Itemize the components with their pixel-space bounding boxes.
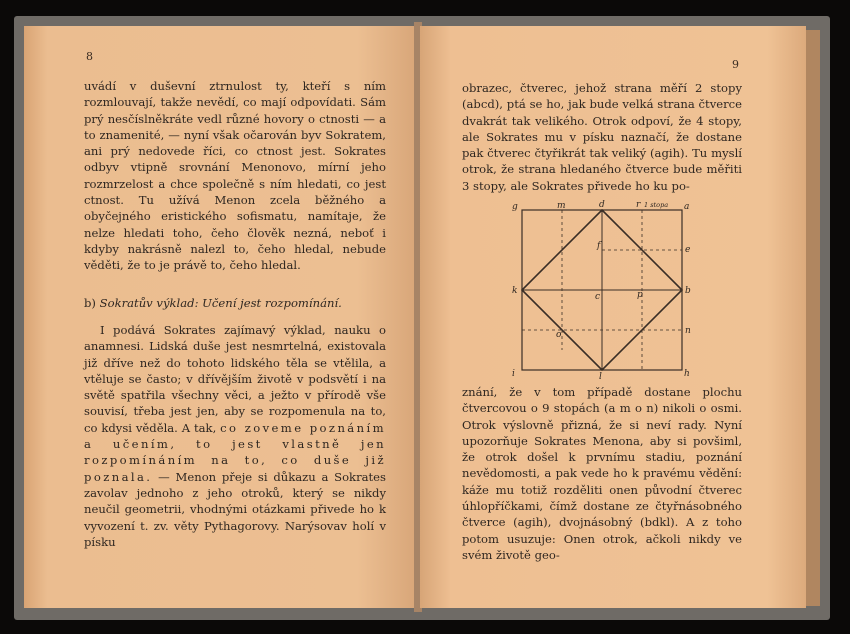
- label-d: d: [599, 200, 605, 210]
- label-p: p: [637, 290, 643, 300]
- label-m: m: [557, 201, 566, 211]
- left-paragraph-2: [84, 322, 386, 550]
- label-r: r: [636, 200, 641, 210]
- section-heading: [84, 296, 388, 310]
- page-number-left: 8: [86, 50, 93, 63]
- label-b: b: [685, 286, 691, 296]
- right-page: [420, 26, 806, 608]
- label-e: e: [685, 245, 691, 255]
- label-g: g: [512, 202, 518, 212]
- label-n: n: [685, 326, 691, 336]
- right-paragraph-1: [462, 80, 742, 194]
- left-page: [24, 26, 416, 608]
- label-l: l: [599, 372, 602, 380]
- left-para2-spaced: co zoveme poznáním a učením, to jest vlastně jen rozpomínáním na to, co duše již poznala.: [84, 420, 386, 484]
- label-c: c: [595, 292, 601, 302]
- section-heading-text: Sokratův výklad: Učení jest rozpomínání.: [99, 296, 342, 310]
- geometry-figure: [506, 200, 706, 380]
- left-para2: [84, 322, 386, 550]
- right-para1-text: obrazec, čtverec, jehož strana měří 2 stopy (abcd), ptá se ho, jak bude velká strana čtverce dvakrát tak velikého. Otrok odpoví, že 4 stopy, ale Sokrates mu v písku naznačí, že dostane pak čtverec čtyřikrát tak veliký (agih). Tu myslí otrok, že strana hledaného čtverce bude měřiti 3 stopy, ale Sokrates přivede ho ku po-: [462, 81, 742, 193]
- page-edges: [806, 30, 820, 606]
- label-i: i: [512, 369, 515, 379]
- right-paragraph-2: [462, 384, 742, 563]
- label-stopa: 1 stopa: [644, 201, 669, 209]
- label-h: h: [684, 369, 690, 379]
- section-heading-lead: b): [84, 296, 96, 310]
- label-a: a: [684, 202, 690, 212]
- left-para2-text-b: — Menon přeje si důkazu a Sokrates zavolav jednoho z jeho otroků, který se nikdy neučil geometrii, vhodnými otázkami přivede ho k vyvození t. zv. věty Pythagorovy. Narýsovav holí v písku: [84, 469, 386, 549]
- right-para2-text: znání, že v tom případě dostane plochu čtvercovou o 9 stopách (a m o n) nikoli o osmi. Otrok výslovně přizná, že si neví rady. Nyní upozorňuje Sokrates Menona, aby si povšiml, že otrok došel k prvnímu stadiu, poznání nevědomosti, a pak vede ho k pravému vědění: káže mu totiž rozděliti onen původní čtverec úhlopříčkami, čímž dostane ze čtyřnásobného čtverce (agih), dvojnásobný (bdkl). A z toho potom usuzuje: Onen otrok, ačkoli nikdy ve svém životě geo-: [462, 385, 742, 562]
- label-o: o: [556, 330, 562, 340]
- label-f: f: [597, 241, 601, 251]
- left-para2-text-a: I podává Sokrates zajímavý výklad, nauku o anamnesi. Lidská duše jest nesmrtelná, existovala již dříve než do tohoto lidského těla se vtělila, a vtěluje se často; v dřívějším životě v podsvětí i na světě spatřila všechny věci, a ježto v přírodě vše souvisí, třeba jest jen, aby se rozpomenula na to, co kdysi věděla. A tak,: [84, 323, 386, 435]
- page-number-right: 9: [732, 58, 739, 71]
- left-para1-text: uvádí v duševní ztrnulost ty, kteří s ním rozmlouvají, takže nevědí, co mají odpovídati. Sám prý nesčíslněkráte vedl různé hovory o ctnosti — a to znamenité, — nyní však očarován byv Sokratem, ani prý nedovede říci, co ctnost jest. Sokrates odbyv vtipně srovnání Menonovo, mírní jeho rozmrzelost a chce společně s ním hledati, co jest ctnost. Tu užívá Menon zcela běžného a obyčejného eristického sofismatu, namítaje, že nelze hledati toho, čeho člověk nezná, neboť i kdyby nakrásně nalezl to, čeho hledal, nebude věděti, že to je právě to, čeho hledal.: [84, 79, 386, 273]
- left-paragraph-1: [84, 78, 386, 274]
- label-k: k: [512, 286, 518, 296]
